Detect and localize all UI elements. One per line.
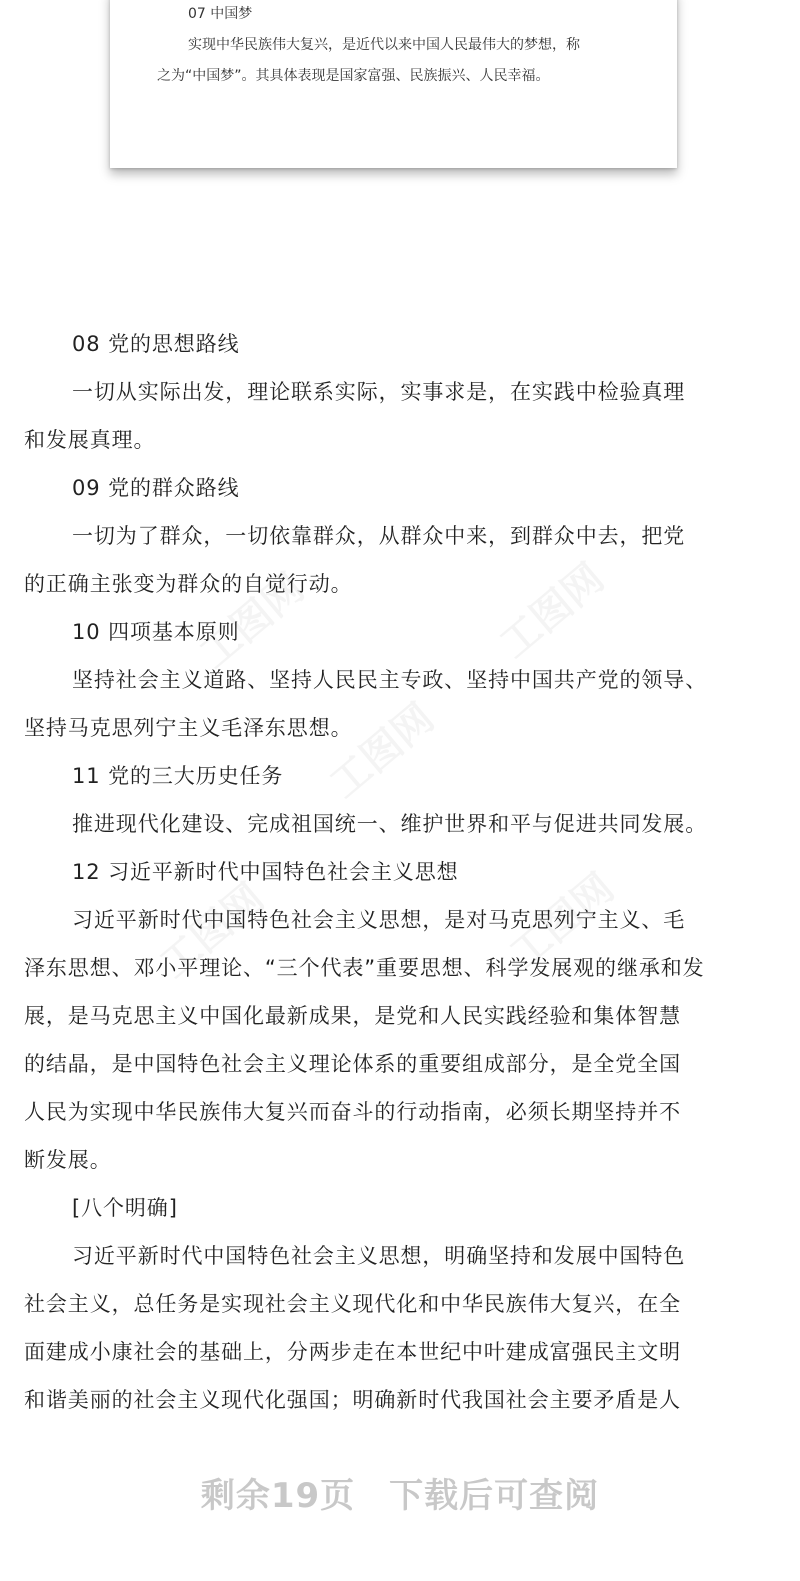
remaining-pages-label: 剩余19页 bbox=[200, 1476, 356, 1516]
download-prompt[interactable] bbox=[0, 1468, 800, 1517]
paragraph-line: 的结晶，是中国特色社会主义理论体系的重要组成部分，是全党全国 bbox=[24, 1052, 681, 1076]
watermark bbox=[486, 548, 615, 669]
section-heading: 11 党的三大历史任务 bbox=[72, 764, 284, 788]
paragraph-line: 一切为了群众，一切依靠群众，从群众中来，到群众中去，把党 bbox=[72, 524, 686, 548]
paragraph-line: 坚持马克思列宁主义毛泽东思想。 bbox=[24, 716, 353, 740]
paragraph-line: 习近平新时代中国特色社会主义思想，是对马克思列宁主义、毛 bbox=[72, 908, 686, 932]
paragraph-line: 断发展。 bbox=[24, 1148, 112, 1172]
card-heading: 07 中国梦 bbox=[188, 6, 253, 22]
paragraph-line: 泽东思想、邓小平理论、“三个代表”重要思想、科学发展观的继承和发 bbox=[24, 956, 705, 980]
section-heading: 10 四项基本原则 bbox=[72, 620, 240, 644]
card-line: 之为“中国梦”。其具体表现是国家富强、民族振兴、人民幸福。 bbox=[157, 68, 550, 84]
paragraph-line: 展，是马克思主义中国化最新成果，是党和人民实践经验和集体智慧 bbox=[24, 1004, 681, 1028]
section-heading: 12 习近平新时代中国特色社会主义思想 bbox=[72, 860, 459, 884]
preview-page-card bbox=[110, 0, 677, 168]
section-heading: 09 党的群众路线 bbox=[72, 476, 240, 500]
paragraph-line: 面建成小康社会的基础上，分两步走在本世纪中叶建成富强民主文明 bbox=[24, 1340, 681, 1364]
card-line: 实现中华民族伟大复兴，是近代以来中国人民最伟大的梦想，称 bbox=[188, 37, 580, 53]
paragraph-line: 一切从实际出发，理论联系实际，实事求是，在实践中检验真理 bbox=[72, 380, 686, 404]
section-heading: [八个明确] bbox=[72, 1196, 178, 1220]
paragraph-line: 人民为实现中华民族伟大复兴而奋斗的行动指南，必须长期坚持并不 bbox=[24, 1100, 681, 1124]
section-heading: 08 党的思想路线 bbox=[72, 332, 240, 356]
paragraph-line: 社会主义，总任务是实现社会主义现代化和中华民族伟大复兴，在全 bbox=[24, 1292, 681, 1316]
paragraph-line: 的正确主张变为群众的自觉行动。 bbox=[24, 572, 353, 596]
download-hint-label: 下载后可查阅 bbox=[389, 1476, 600, 1516]
paragraph-line: 坚持社会主义道路、坚持人民民主专政、坚持中国共产党的领导、 bbox=[72, 668, 708, 692]
paragraph-line: 和谐美丽的社会主义现代化强国；明确新时代我国社会主要矛盾是人 bbox=[24, 1388, 681, 1412]
paragraph-line: 习近平新时代中国特色社会主义思想，明确坚持和发展中国特色 bbox=[72, 1244, 686, 1268]
watermark bbox=[316, 688, 445, 809]
paragraph-line: 和发展真理。 bbox=[24, 428, 156, 452]
paragraph-line: 推进现代化建设、完成祖国统一、维护世界和平与促进共同发展。 bbox=[72, 812, 708, 836]
